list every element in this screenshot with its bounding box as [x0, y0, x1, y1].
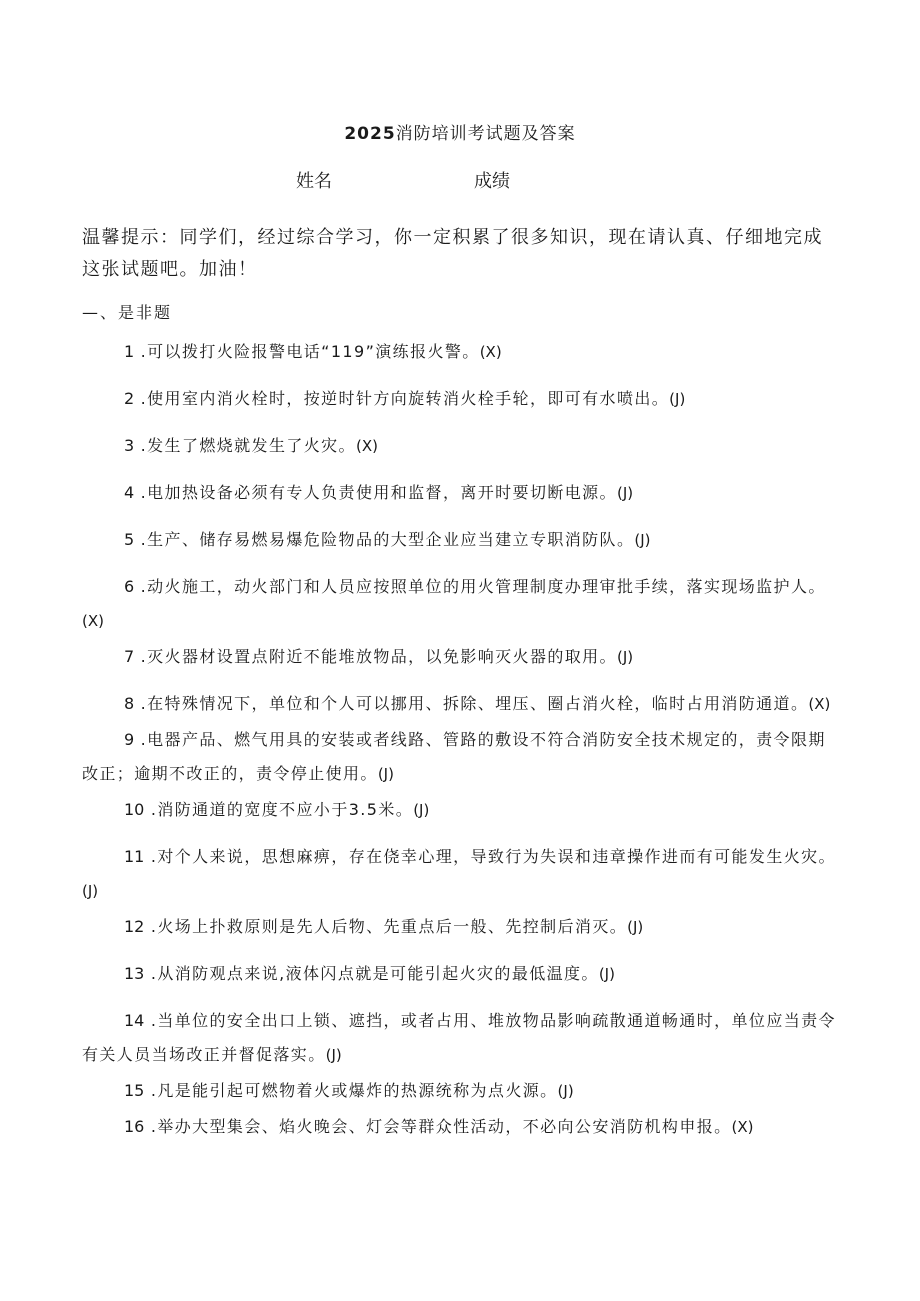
question-item: [82, 523, 842, 557]
question-text: .火场上扑救原则是先人后物、先重点后一般、先控制后消灭。: [144, 917, 628, 936]
question-number: 3: [124, 436, 135, 455]
question-number: 5: [124, 530, 135, 549]
question-answer: (X): [355, 437, 378, 455]
question-text: .发生了燃烧就发生了火灾。: [134, 436, 356, 455]
question-item: [82, 640, 842, 674]
title-text: 消防培训考试题及答案: [395, 124, 576, 144]
question-text: .消防通道的宽度不应小于3.5米。: [144, 800, 414, 819]
question-text: .动火施工，动火部门和人员应按照单位的用火管理制度办理审批手续，落实现场监护人。: [134, 577, 826, 596]
question-number: 2: [124, 389, 135, 408]
question-text: .凡是能引起可燃物着火或爆炸的热源统称为点火源。: [144, 1081, 558, 1100]
question-text: .使用室内消火栓时，按逆时针方向旋转消火栓手轮，即可有水喷出。: [134, 389, 670, 408]
question-number: 15: [124, 1081, 145, 1100]
question-item: [82, 910, 842, 944]
question-answer: (X): [82, 612, 104, 630]
question-item: [82, 840, 842, 908]
question-text: .对个人来说，思想麻痹，存在侥幸心理，导致行为失误和违章操作进而有可能发生火灾。: [144, 847, 836, 866]
question-text: .电器产品、燃气用具的安装或者线路、管路的敷设不符合消防安全技术规定的，责令限期改正；逾期不改正的，责令停止使用。: [82, 730, 826, 783]
question-number: 6: [124, 577, 135, 596]
question-text: .灭火器材设置点附近不能堆放物品，以免影响灭火器的取用。: [134, 647, 617, 666]
page-title: [0, 119, 920, 144]
question-item: [82, 570, 842, 638]
question-item: [82, 429, 842, 463]
question-answer: (J): [616, 648, 634, 666]
question-number: 14: [124, 1011, 145, 1030]
question-answer: (J): [669, 390, 686, 408]
question-item: [82, 335, 842, 369]
question-text: .可以拨打火险报警电话“119”演练报火警。: [134, 342, 480, 361]
question-item: [82, 723, 842, 791]
question-item: [82, 476, 842, 510]
question-item: [82, 382, 842, 416]
question-number: 9: [124, 730, 135, 749]
question-text: .生产、储存易燃易爆危险物品的大型企业应当建立专职消防队。: [134, 530, 635, 549]
question-number: 13: [124, 964, 145, 983]
question-number: 12: [124, 917, 145, 936]
question-answer: (J): [413, 801, 430, 819]
question-text: .在特殊情况下，单位和个人可以挪用、拆除、埋压、圈占消火栓，临时占用消防通道。: [134, 694, 809, 713]
question-number: 1: [124, 342, 135, 361]
question-answer: (J): [616, 484, 634, 502]
score-label: 成绩: [474, 171, 510, 192]
question-answer: (J): [377, 765, 394, 783]
question-answer: (X): [808, 695, 831, 713]
question-answer: (X): [479, 343, 502, 361]
question-answer: (J): [82, 882, 99, 900]
question-answer: (J): [557, 1082, 574, 1100]
question-number: 4: [124, 483, 135, 502]
question-answer: (J): [598, 965, 615, 983]
question-number: 16: [124, 1117, 145, 1136]
question-number: 11: [124, 847, 145, 866]
name-label: 姓名: [296, 171, 332, 192]
question-answer: (J): [627, 918, 644, 936]
notice-text: 温馨提示：同学们，经过综合学习，你一定积累了很多知识，现在请认真、仔细地完成这张试题吧。加油！: [82, 227, 823, 280]
question-item: [82, 687, 842, 721]
question-list: [82, 335, 842, 1144]
section-heading: —、是非题: [82, 303, 173, 322]
question-item: [82, 1110, 842, 1144]
question-number: 8: [124, 694, 135, 713]
question-text: .从消防观点来说,液体闪点就是可能引起火灾的最低温度。: [144, 964, 599, 983]
question-text: .举办大型集会、焰火晚会、灯会等群众性活动，不必向公安消防机构申报。: [144, 1117, 732, 1136]
question-text: .电加热设备必须有专人负责使用和监督，离开时要切断电源。: [134, 483, 617, 502]
question-text: .当单位的安全出口上锁、遮挡，或者占用、堆放物品影响疏散通道畅通时，单位应当责令有关人员当场改正并督促落实。: [82, 1011, 836, 1064]
question-answer: (J): [325, 1046, 342, 1064]
question-answer: (X): [731, 1118, 754, 1136]
question-item: [82, 1074, 842, 1108]
question-item: [82, 793, 842, 827]
question-answer: (J): [634, 531, 651, 549]
title-year: 2025: [344, 124, 396, 144]
question-item: [82, 1004, 842, 1072]
question-number: 10: [124, 800, 145, 819]
question-number: 7: [124, 647, 135, 666]
question-item: [82, 957, 842, 991]
